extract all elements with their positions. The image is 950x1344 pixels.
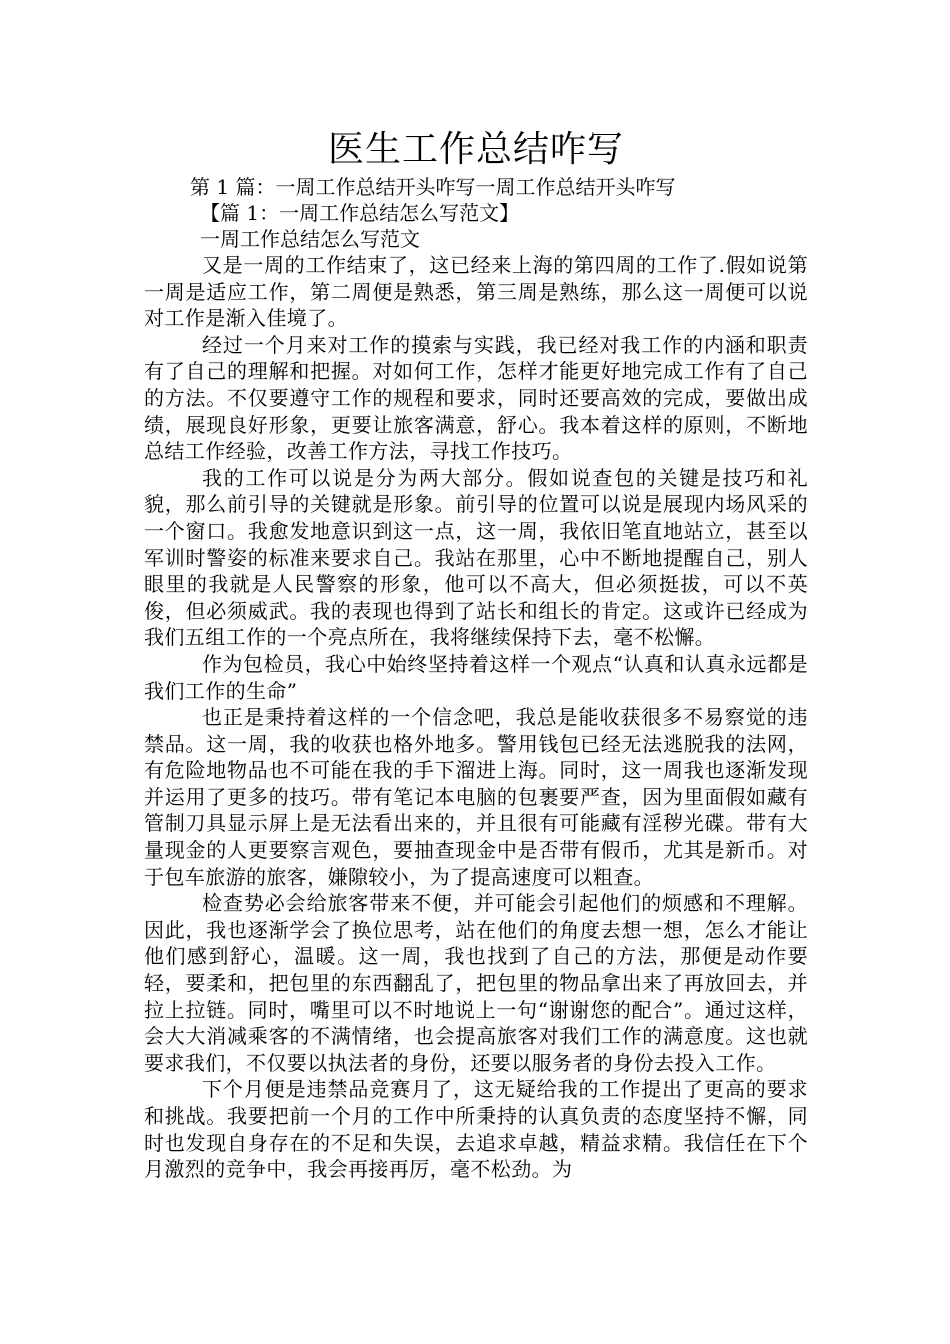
paragraph: 我的工作可以说是分为两大部分。假如说查包的关键是技巧和礼貌，那么前引导的关键就是形象。前引导的位置可以说是展现内场风采的一个窗口。我愈发地意识到这一点，这一周，我依旧笔直地站立，甚至以军训时警姿的标准来要求自己。我站在那里，心中不断地提醒自己，别人眼里的我就是人民警察的形象，他可以不高大，但必须挺拔，可以不英俊，但必须威武。我的表现也得到了站长和组长的肯定。这或许已经成为我们五组工作的一个亮点所在，我将继续保持下去，毫不松懈。 [144, 465, 808, 650]
section-heading: 【篇 1：一周工作总结怎么写范文】 [200, 201, 520, 225]
paragraph: 检查势必会给旅客带来不便，并可能会引起他们的烦感和不理解。因此，我也逐渐学会了换位思考，站在他们的角度去想一想，怎么才能让他们感到舒心，温暖。这一周，我也找到了自己的方法，那便是动作要轻，要柔和，把包里的东西翻乱了，把包里的物品拿出来了再放回去，并拉上拉链。同时，嘴里可以不时地说上一句“谢谢您的配合”。通过这样，会大大消减乘客的不满情绪，也会提高旅客对我们工作的满意度。这也就要求我们，不仅要以执法者的身份，还要以服务者的身份去投入工作。 [144, 891, 808, 1075]
paragraph: 下个月便是违禁品竞赛月了，这无疑给我的工作提出了更高的要求和挑战。我要把前一个月的工作中所秉持的认真负责的态度坚持不懈，同时也发现自身存在的不足和失误，去追求卓越，精益求精。我信任在下个月激烈的竞争中，我会再接再厉，毫不松劲。为 [144, 1077, 808, 1182]
paragraph: 也正是秉持着这样的一个信念吧，我总是能收获很多不易察觉的违禁品。这一周，我的收获也格外地多。警用钱包已经无法逃脱我的法网，有危险地物品也不可能在我的手下溜进上海。同时，这一周我也逐渐发现并运用了更多的技巧。带有笔记本电脑的包裹要严查，因为里面假如藏有管制刀具显示屏上是无法看出来的，并且很有可能藏有淫秽光碟。带有大量现金的人更要察言观色，要抽查现金中是否带有假币，尤其是新币。对于包车旅游的旅客，嫌隙较小，为了提高速度可以粗查。 [144, 705, 808, 889]
chapter-heading: 第 1 篇：一周工作总结开头咋写一周工作总结开头咋写 [190, 175, 676, 199]
paragraph: 经过一个月来对工作的摸索与实践，我已经对我工作的内涵和职责有了自己的理解和把握。对如何工作，怎样才能更好地完成工作有了自己的方法。不仅要遵守工作的规程和要求，同时还要高效的完成，要做出成绩，展现良好形象，更要让旅客满意，舒心。我本着这样的原则，不断地总结工作经验，改善工作方法，寻找工作技巧。 [144, 332, 808, 464]
article-subtitle: 一周工作总结怎么写范文 [200, 227, 420, 251]
document-page [144, 128, 808, 1183]
article-body [144, 252, 808, 1183]
document-title: 医生工作总结咋写 [327, 129, 624, 170]
paragraph: 又是一周的工作结束了，这已经来上海的第四周的工作了.假如说第一周是适应工作，第二周便是熟悉，第三周是熟练，那么这一周便可以说对工作是渐入佳境了。 [144, 253, 808, 331]
paragraph: 作为包检员，我心中始终坚持着这样一个观点“认真和认真永远都是我们工作的生命” [144, 651, 808, 703]
